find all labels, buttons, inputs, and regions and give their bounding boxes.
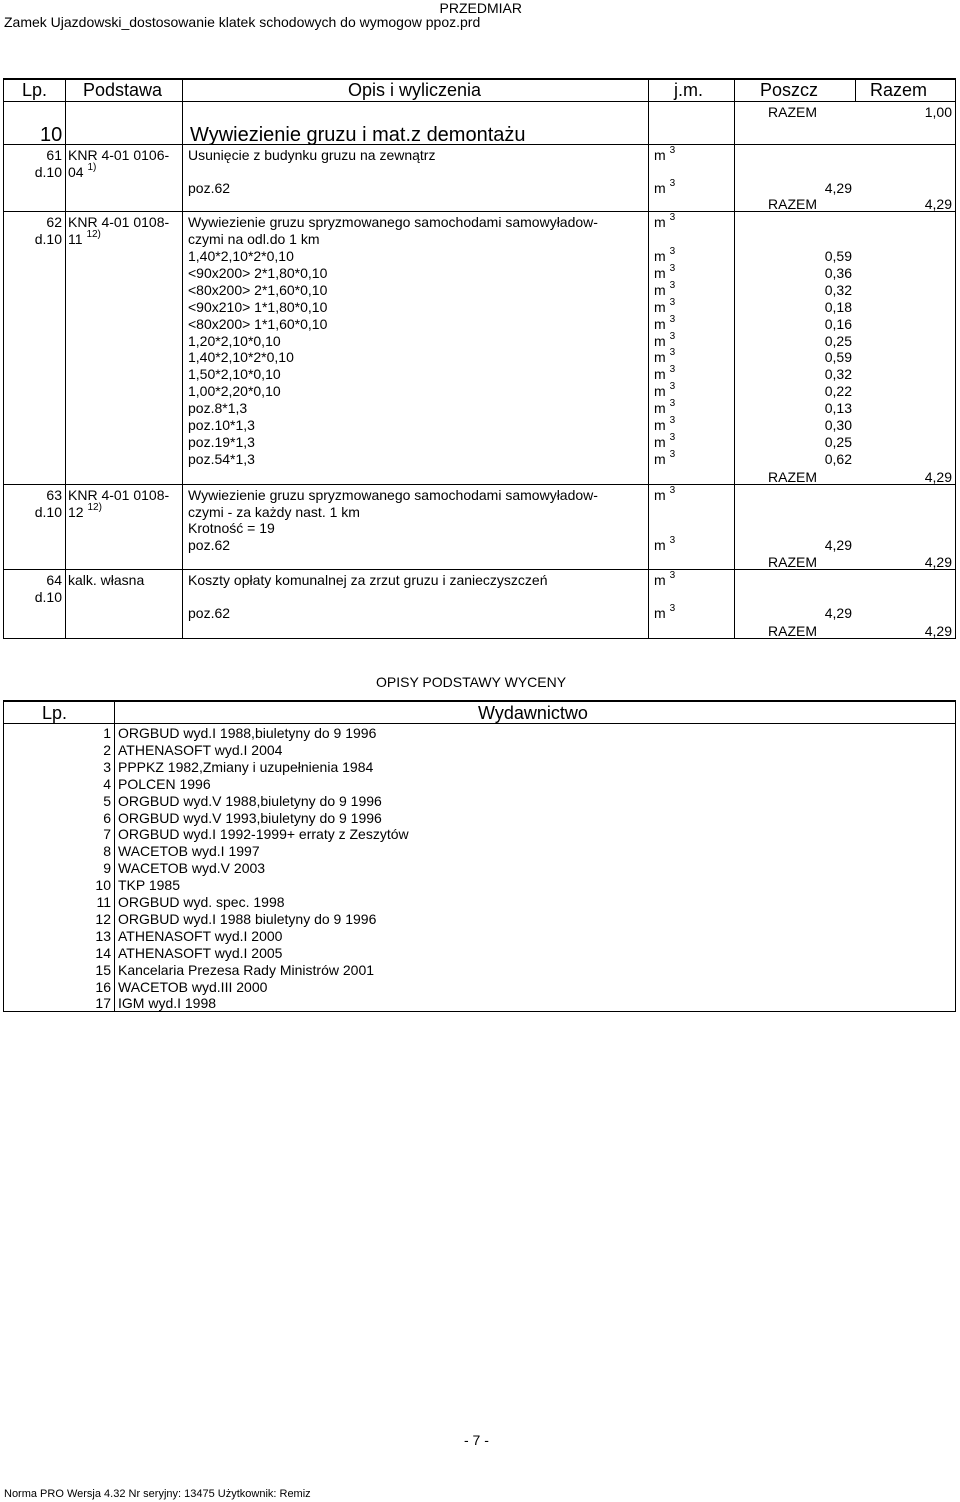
calc-value: 0,62 [824,451,852,467]
page-number: - 7 - [464,1432,489,1448]
calc-value: 0,36 [824,265,852,281]
calc-unit: m $^3$ [654,415,676,433]
section-number: 10 [40,124,63,146]
column-header-jm: j.m. [674,80,703,100]
razem-value: 4,29 [924,623,952,639]
item-unit: m $^3$ [654,570,676,588]
razem-value: 4,29 [924,469,952,485]
opisy-row-number: 2 [103,741,111,758]
opisy-row-number: 5 [103,792,111,809]
opisy-row-text: ATHENASOFT wyd.I 2000 [118,927,283,944]
opisy-row-text: WACETOB wyd.III 2000 [118,978,268,995]
item-podstawa-cont: 04 $^{1)}$ [68,162,97,180]
opisy-row-number: 6 [103,809,111,826]
item-description: Koszty opłaty komunalnej za zrzut gruzu i zanieczyszczeń [188,572,548,588]
item-lp: 62 [46,214,62,230]
calc-value: 4,29 [824,537,852,553]
item-description: Wywiezienie gruzu spryzmowanego samochodami samowyładow- [188,487,598,503]
razem-value: 4,29 [924,196,952,212]
item-podstawa-cont: 11 $^{12)}$ [68,229,101,247]
opisy-row-number: 15 [95,961,111,978]
razem-value: 1,00 [924,104,952,120]
calc-value: 4,29 [824,180,852,196]
item-description: Usunięcie z budynku gruzu na zewnątrz [188,147,436,163]
item-unit: m $^3$ [654,485,676,503]
calc-text: poz.54*1,3 [188,451,255,467]
opisy-row-number: 12 [95,910,111,927]
calc-text: poz.10*1,3 [188,417,255,433]
opisy-row-number: 3 [103,758,111,775]
calc-text: poz.62 [188,605,231,621]
calc-text: 1,40*2,10*2*0,10 [188,349,294,365]
calc-unit: m $^3$ [654,178,676,196]
calc-unit: m $^3$ [654,603,676,621]
item-podstawa: KNR 4-01 0106- [68,147,170,163]
opisy-row-number: 13 [95,927,111,944]
opisy-row-number: 14 [95,944,111,961]
calc-text: <90x210> 1*1,80*0,10 [188,299,328,315]
opisy-row-number: 7 [103,826,111,843]
opisy-row-text: WACETOB wyd.I 1997 [118,843,260,860]
opisy-row-text: IGM wyd.I 1998 [118,995,217,1012]
opisy-row-number: 9 [103,860,111,877]
calc-value: 0,18 [824,299,852,315]
item-podstawa: KNR 4-01 0108- [68,214,170,230]
calc-unit: m $^3$ [654,347,676,365]
opisy-row-text: ORGBUD wyd.V 1993,biuletyny do 9 1996 [118,809,382,826]
calc-text: poz.19*1,3 [188,434,255,450]
calc-unit: m $^3$ [654,381,676,399]
file-name: Zamek Ujazdowski_dostosowanie klatek schodowych do wymogow ppoz.prd [4,14,481,30]
calc-value: 0,59 [824,248,852,264]
razem-label: RAZEM [768,469,817,485]
item-podstawa-cont: 12 $^{12)}$ [68,502,102,520]
calc-value: 0,32 [824,366,852,382]
opisy-row-number: 17 [95,995,111,1012]
opisy-row-text: ATHENASOFT wyd.I 2004 [118,741,283,758]
calc-unit: m $^3$ [654,449,676,467]
opisy-row-text: ORGBUD wyd.I 1988,biuletyny do 9 1996 [118,725,377,741]
opisy-row-text: Kancelaria Prezesa Rady Ministrów 2001 [118,961,375,978]
item-podstawa: kalk. własna [68,572,145,588]
calc-unit: m $^3$ [654,535,676,553]
column-header-poszcz: Poszcz [760,80,819,100]
item-lp-dept: d.10 [34,164,62,180]
opisy-row-text: WACETOB wyd.V 2003 [118,860,266,877]
opisy-row-text: ORGBUD wyd.I 1992-1999+ erraty z Zeszytów [118,826,409,843]
item-lp-dept: d.10 [34,504,62,520]
item-multiplier: Krotność = 19 [188,520,275,536]
item-lp-dept: d.10 [34,231,62,247]
calc-value: 0,13 [824,400,852,416]
calc-value: 0,32 [824,282,852,298]
item-podstawa: KNR 4-01 0108- [68,487,170,503]
calc-unit: m $^3$ [654,280,676,298]
item-lp: 61 [46,147,62,163]
razem-label: RAZEM [768,104,817,120]
calc-text: poz.62 [188,180,231,196]
column-header-lp: Lp. [22,80,48,100]
calc-value: 0,59 [824,349,852,365]
calc-unit: m $^3$ [654,398,676,416]
calc-text: 1,20*2,10*0,10 [188,333,281,349]
calc-text: 1,50*2,10*0,10 [188,366,281,382]
calc-value: 0,16 [824,316,852,332]
item-description-cont: czymi na odl.do 1 km [188,231,320,247]
opisy-row-number: 1 [103,725,111,741]
calc-text: <80x200> 1*1,60*0,10 [188,316,328,332]
item-lp: 63 [46,487,62,503]
item-unit: m $^3$ [654,212,676,230]
opisy-row-text: ATHENASOFT wyd.I 2005 [118,944,283,961]
calc-unit: m $^3$ [654,246,676,264]
item-description-cont: czymi - za każdy nast. 1 km [188,504,360,520]
calc-unit: m $^3$ [654,432,676,450]
razem-label: RAZEM [768,623,817,639]
calc-text: 1,40*2,10*2*0,10 [188,248,294,264]
calc-value: 4,29 [824,605,852,621]
item-unit: m $^3$ [654,145,676,163]
opisy-row-number: 10 [95,877,111,894]
item-lp-dept: d.10 [34,589,62,605]
opisy-row-text: PPPKZ 1982,Zmiany i uzupełnienia 1984 [118,758,374,775]
calc-unit: m $^3$ [654,314,676,332]
razem-value: 4,29 [924,554,952,570]
calc-value: 0,22 [824,383,852,399]
opisy-row-text: TKP 1985 [118,877,181,894]
calc-text: 1,00*2,20*0,10 [188,383,281,399]
opisy-row-text: ORGBUD wyd. spec. 1998 [118,894,285,910]
item-description: Wywiezienie gruzu spryzmowanego samochodami samowyładow- [188,214,598,230]
column-header-opis: Opis i wyliczenia [348,80,482,100]
calc-text: <80x200> 2*1,60*0,10 [188,282,328,298]
opisy-row-text: ORGBUD wyd.I 1988 biuletyny do 9 1996 [118,910,377,927]
calc-text: <90x200> 2*1,80*0,10 [188,265,328,281]
section-title: Wywiezienie gruzu i mat.z demontażu [190,124,526,146]
column-header-razem: Razem [870,80,928,100]
calc-text: poz.8*1,3 [188,400,248,416]
opisy-row-text: POLCEN 1996 [118,775,211,792]
razem-label: RAZEM [768,554,817,570]
document-title: PRZEDMIAR [439,0,522,16]
opisy-row-number: 4 [103,775,111,792]
calc-unit: m $^3$ [654,263,676,281]
calc-value: 0,25 [824,434,852,450]
opisy-row-number: 16 [95,978,111,995]
calc-unit: m $^3$ [654,297,676,315]
opisy-title: OPISY PODSTAWY WYCENY [376,674,567,690]
calc-unit: m $^3$ [654,331,676,349]
column-header-podstawa: Podstawa [83,80,163,100]
calc-value: 0,30 [824,417,852,433]
footer: Norma PRO Wersja 4.32 Nr seryjny: 13475 Użytkownik: Remiz [4,1488,311,1500]
opisy-row-number: 11 [96,894,111,910]
razem-label: RAZEM [768,196,817,212]
opisy-column-wydawnictwo: Wydawnictwo [478,703,588,723]
calc-value: 0,25 [824,333,852,349]
calc-text: poz.62 [188,537,231,553]
opisy-row-number: 8 [103,843,111,860]
calc-unit: m $^3$ [654,364,676,382]
item-lp: 64 [46,572,62,588]
opisy-row-text: ORGBUD wyd.V 1988,biuletyny do 9 1996 [118,792,382,809]
opisy-column-lp: Lp. [42,703,68,723]
